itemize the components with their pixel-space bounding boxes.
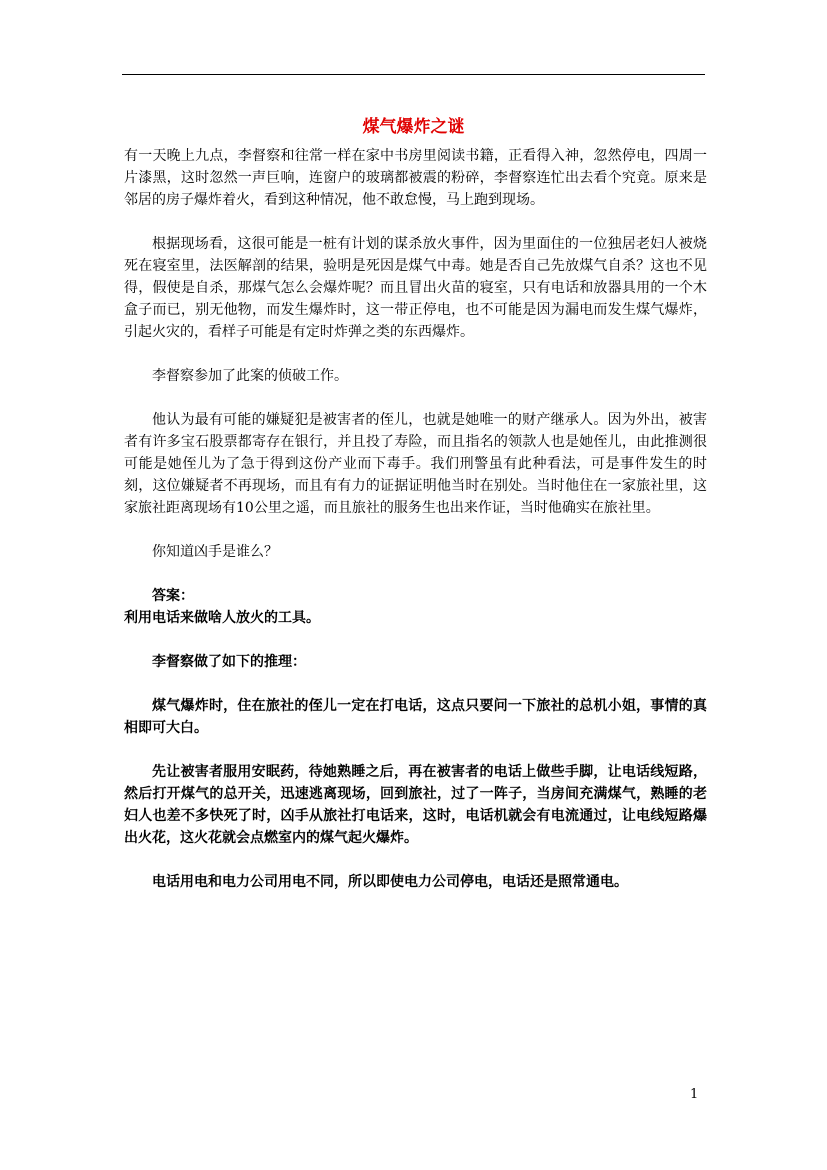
paragraph-question: 你知道凶手是谁么？	[152, 544, 278, 560]
paragraph-suspect: 他认为最有可能的嫌疑犯是被害者的侄儿，也就是她唯一的财产继承人。因为外出，被害者有许多宝石股票都寄存在银行，并且投了寿险，而且指名的领款人也是她侄儿，由此推测很可能是她侄儿为了急于得到这份产业而下毒手。我们刑警虽有此种看法，可是事件发生的时刻，这位嫌疑者不再现场，而且有有力的证据证明他当时在别处。当时他住在一家旅社里，这家旅社距离现场有10公里之遥，而且旅社的服务生也出来作证，当时他确实在旅社里。	[124, 412, 707, 516]
page-number: 1	[690, 1087, 699, 1102]
answer-label: 答案：	[152, 588, 194, 604]
paragraph-reasoning-method: 先让被害者服用安眠药，待她熟睡之后，再在被害者的电话上做些手脚，让电话线短路，然后打开煤气的总开关，迅速逃离现场，回到旅社，过了一阵子，当房间充满煤气，熟睡的老妇人也差不多快死了时，凶手从旅社打电话来，这时，电话机就会有电流通过，让电线短路爆出火花，这火花就会点燃室内的煤气起火爆炸。	[124, 764, 707, 846]
answer-line: 利用电话来做啥人放火的工具。	[124, 610, 320, 626]
paragraph-scene: 根据现场看，这很可能是一桩有计划的谋杀放火事件，因为里面住的一位独居老妇人被烧死在寝室里，法医解剖的结果，验明是死因是煤气中毒。她是否自己先放煤气自杀？这也不见得，假使是自杀，那煤气怎么会爆炸呢？而且冒出火苗的寝室，只有电话和放器具用的一个木盒子而已，别无他物，而发生爆炸时，这一带正停电，也不可能是因为漏电而发生煤气爆炸，引起火灾的，看样子可能是有定时炸弹之类的东西爆炸。	[124, 236, 707, 340]
header-rule	[122, 74, 705, 75]
document-body	[124, 145, 707, 915]
paragraph-reasoning-call: 煤气爆炸时，住在旅社的侄儿一定在打电话，这点只要问一下旅社的总机小姐，事情的真相即可大白。	[124, 698, 707, 736]
paragraph-reasoning-intro: 李督察做了如下的推理：	[152, 654, 306, 670]
paragraph-reasoning-power: 电话用电和电力公司用电不同，所以即使电力公司停电，电话还是照常通电。	[152, 874, 628, 890]
page-title: 煤气爆炸之谜	[362, 117, 465, 137]
paragraph-investigation: 李督察参加了此案的侦破工作。	[152, 368, 348, 384]
paragraph-intro: 有一天晚上九点，李督察和往常一样在家中书房里阅读书籍，正看得入神，忽然停电，四周一片漆黑，这时忽然一声巨响，连窗户的玻璃都被震的粉碎，李督察连忙出去看个究竟。原来是邻居的房子爆炸着火，看到这种情况，他不敢怠慢，马上跑到现场。	[124, 148, 707, 208]
